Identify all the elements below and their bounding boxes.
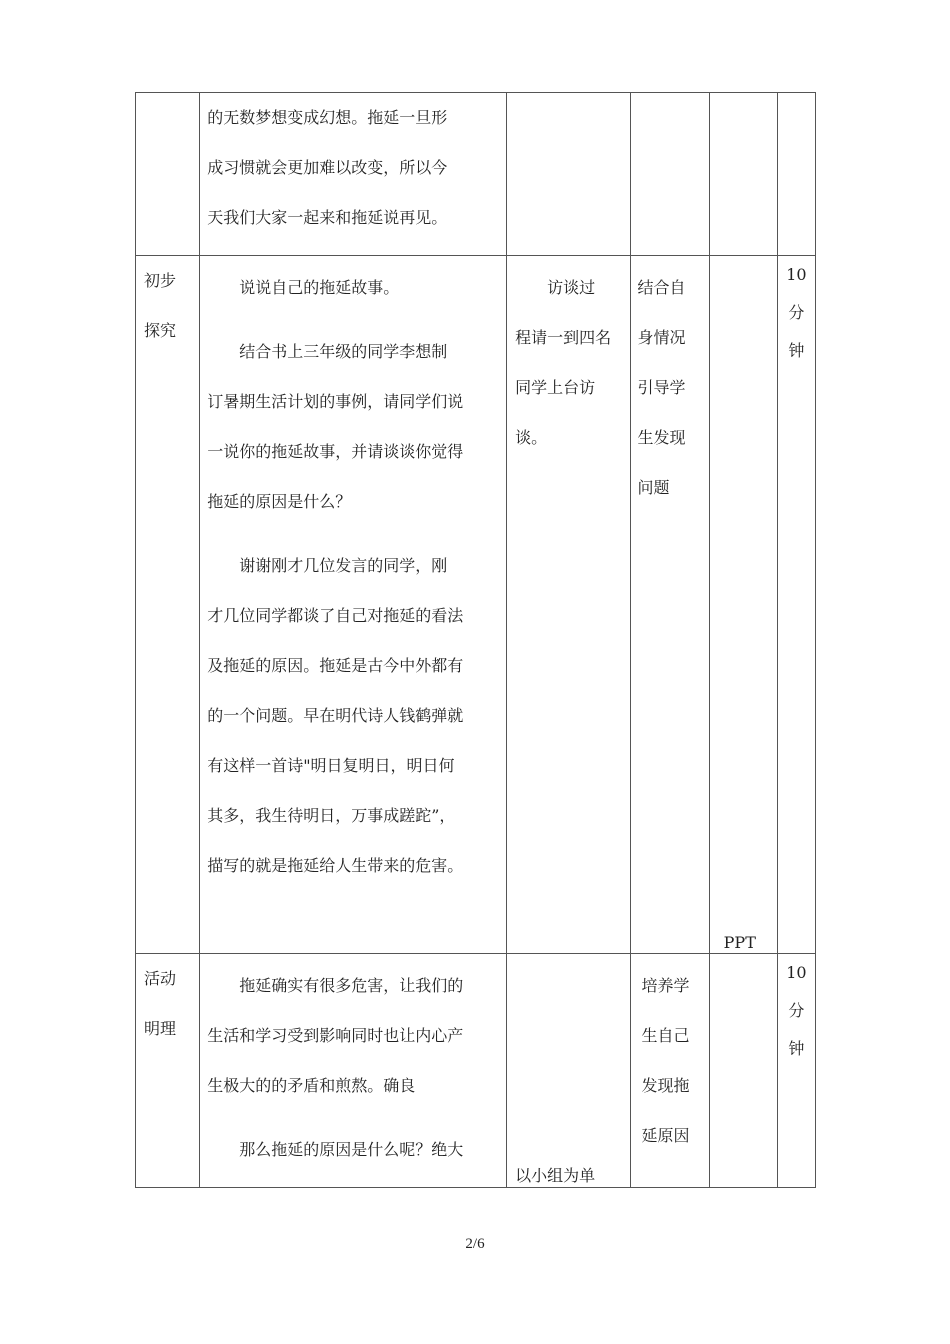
method-line: 同学上台访 — [515, 378, 596, 397]
resource-cell — [709, 954, 777, 1188]
content-line: 其多，我生待明日，万事成蹉跎”， — [207, 806, 456, 825]
content-line: 的一个问题。早在明代诗人钱鹤弹就 — [207, 706, 464, 725]
content-line: 结合书上三年级的同学李想制 — [239, 342, 448, 361]
stage-label: 活动 — [144, 969, 177, 988]
table-row — [136, 954, 816, 1188]
time-unit: 钟 — [788, 341, 805, 360]
content-line: 说说自己的拖延故事。 — [239, 278, 400, 297]
purpose-line: 发现拖 — [641, 1076, 690, 1095]
stage-cell — [136, 954, 200, 1188]
content-line: 成习惯就会更加难以改变，所以今 — [207, 158, 448, 177]
content-line: 生活和学习受到影响同时也让内心产 — [207, 1026, 464, 1045]
purpose-line: 结合自 — [637, 278, 686, 297]
time-unit: 分 — [788, 303, 805, 322]
purpose-cell — [631, 93, 709, 256]
time-cell — [777, 954, 815, 1188]
resource-cell — [709, 93, 777, 256]
lesson-plan-table — [135, 92, 816, 1188]
content-cell — [200, 256, 507, 954]
method-line: 以小组为单 — [515, 1166, 596, 1185]
purpose-line: 问题 — [637, 478, 670, 497]
content-line: 拖延确实有很多危害，让我们的 — [239, 976, 464, 995]
purpose-line: 生发现 — [637, 428, 686, 447]
stage-cell — [136, 256, 200, 954]
content-cell — [200, 954, 507, 1188]
resource-cell — [709, 256, 777, 954]
content-line: 才几位同学都谈了自己对拖延的看法 — [207, 606, 464, 625]
purpose-line: 延原因 — [641, 1126, 690, 1145]
content-line: 订暑期生活计划的事例，请同学们说 — [207, 392, 464, 411]
time-unit: 分 — [788, 1001, 805, 1020]
time-cell — [777, 93, 815, 256]
purpose-line: 引导学 — [637, 378, 686, 397]
purpose-line: 培养学 — [641, 976, 690, 995]
table-row — [136, 256, 816, 954]
content-line: 生极大的的矛盾和煎熬。确良 — [207, 1076, 416, 1095]
purpose-cell — [631, 954, 709, 1188]
content-line: 的无数梦想变成幻想。拖延一旦形 — [207, 108, 448, 127]
content-line: 那么拖延的原因是什么呢？绝大 — [239, 1140, 464, 1159]
page-number: 2/6 — [465, 1236, 485, 1252]
content-cell — [200, 93, 507, 256]
content-line: 拖延的原因是什么？ — [207, 492, 352, 511]
content-line: 一说你的拖延故事，并请谈谈你觉得 — [207, 442, 464, 461]
method-line: 程请一到四名 — [515, 328, 612, 347]
purpose-line: 身情况 — [637, 328, 686, 347]
method-line: 访谈过 — [547, 278, 596, 297]
time-cell — [777, 256, 815, 954]
content-line: 及拖延的原因。拖延是古今中外都有 — [207, 656, 464, 675]
purpose-cell — [631, 256, 709, 954]
time-value: 10 — [786, 265, 807, 284]
content-line: 谢谢刚才几位发言的同学，刚 — [239, 556, 448, 575]
purpose-line: 生自己 — [641, 1026, 690, 1045]
method-cell — [507, 256, 631, 954]
content-line: 天我们大家一起来和拖延说再见。 — [207, 208, 448, 227]
resource-label: PPT — [723, 933, 756, 952]
stage-cell — [136, 93, 200, 256]
method-cell — [507, 954, 631, 1188]
table-row — [136, 93, 816, 256]
stage-label: 探究 — [144, 321, 177, 340]
method-cell — [507, 93, 631, 256]
time-unit: 钟 — [788, 1039, 805, 1058]
content-line: 有这样一首诗"明日复明日，明日何 — [207, 756, 455, 775]
method-line: 谈。 — [515, 428, 548, 447]
stage-label: 初步 — [144, 271, 177, 290]
content-line: 描写的就是拖延给人生带来的危害。 — [207, 856, 464, 875]
stage-label: 明理 — [144, 1019, 177, 1038]
time-value: 10 — [786, 963, 807, 982]
